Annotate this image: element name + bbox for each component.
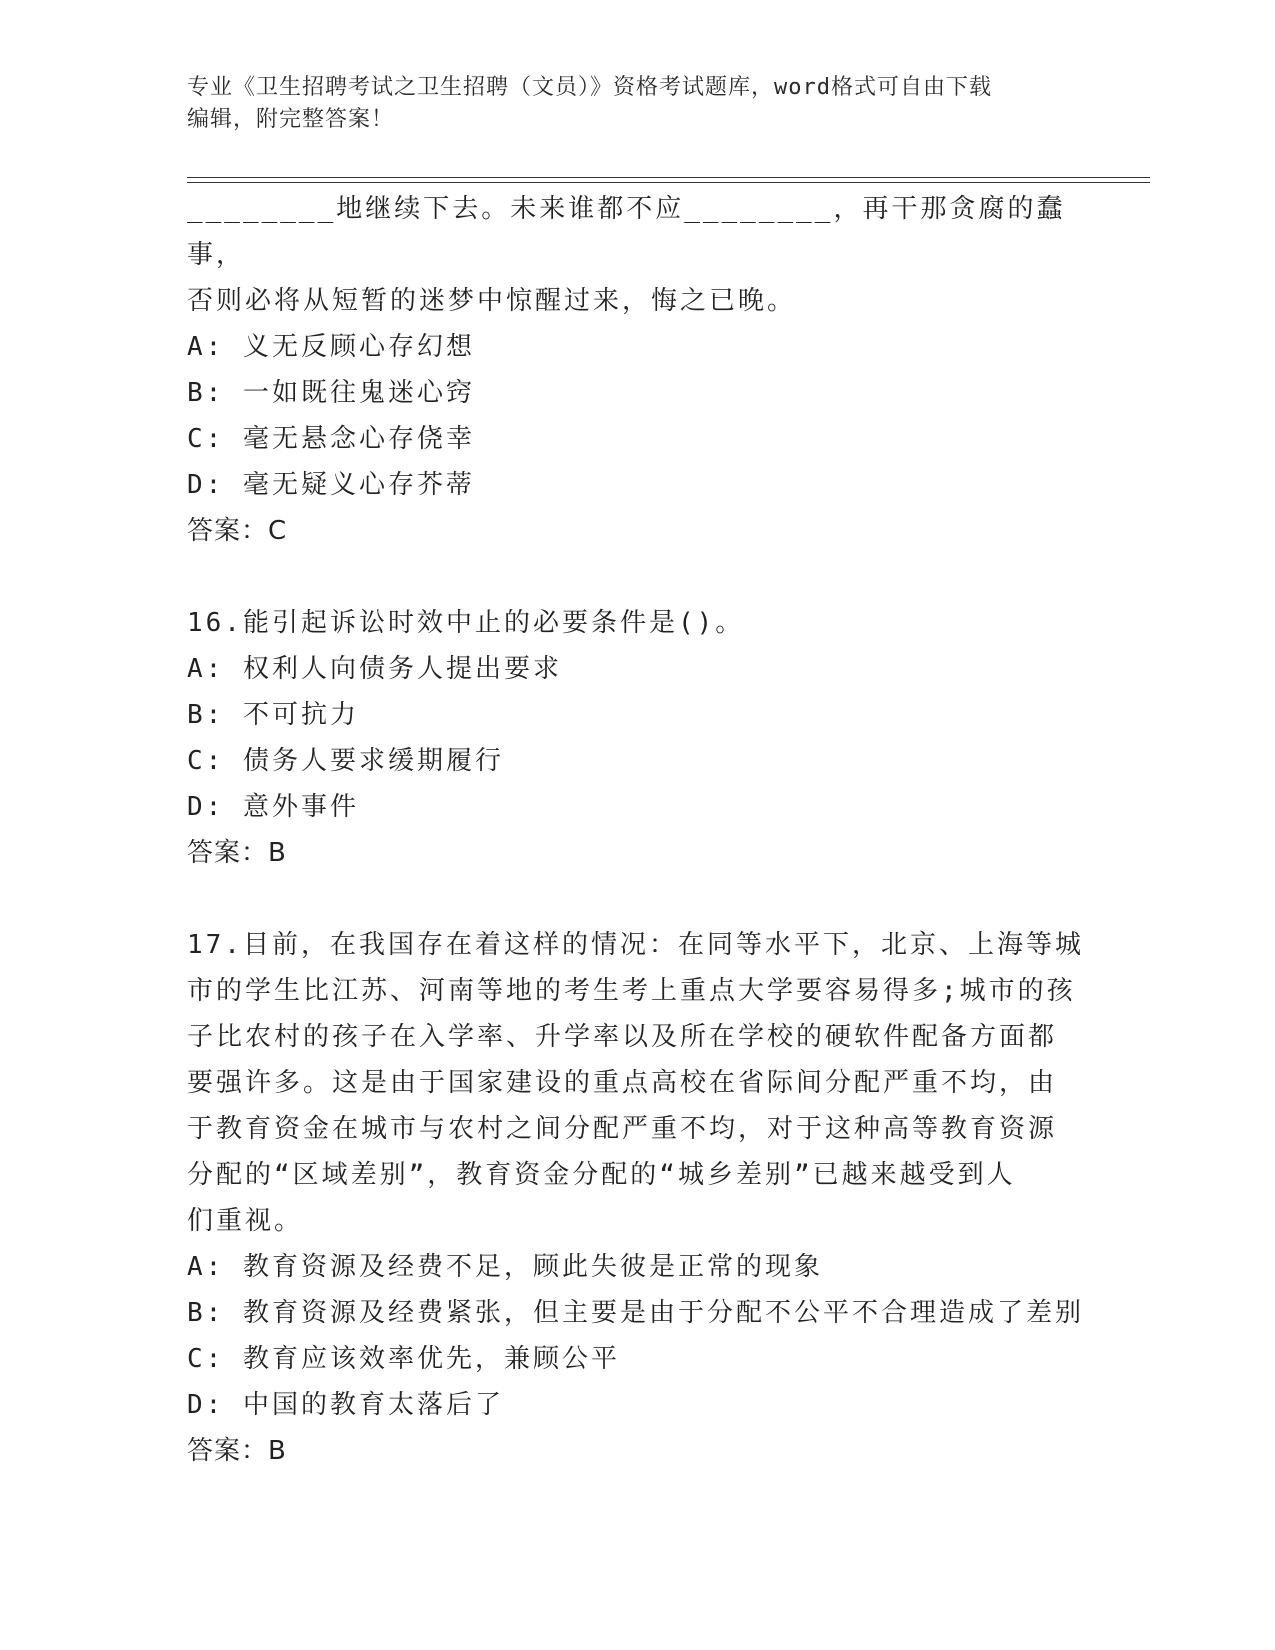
question-title: 16.能引起诉讼时效中止的必要条件是()。 <box>187 608 745 638</box>
question-title-line: 市的学生比江苏、河南等地的考生考上重点大学要容易得多;城市的孩 <box>187 976 1076 1006</box>
option-key: B: <box>187 700 225 730</box>
option-key: D: <box>187 470 225 500</box>
option-key: A: <box>187 1252 225 1282</box>
option-text: 中国的教育太落后了 <box>242 1390 504 1420</box>
question-stem-line: ________地继续下去。未来谁都不应________，再干那贪腐的蠢事， <box>187 194 1066 270</box>
option-key: B: <box>187 378 225 408</box>
option-key: C: <box>187 746 225 776</box>
question-title-line: 17.目前，在我国存在着这样的情况：在同等水平下，北京、上海等城 <box>187 930 1084 960</box>
option-b <box>187 692 1087 738</box>
option-a <box>187 1244 1087 1290</box>
option-a <box>187 646 1087 692</box>
option-text: 教育应该效率优先，兼顾公平 <box>242 1344 620 1374</box>
spacer <box>187 876 1087 922</box>
option-d <box>187 462 1087 508</box>
answer-line: 答案：B <box>187 838 287 868</box>
option-text: 毫无疑义心存芥蒂 <box>242 470 475 500</box>
spacer <box>187 554 1087 600</box>
option-c <box>187 1336 1087 1382</box>
document-header <box>187 72 1067 136</box>
question-16 <box>187 600 1087 876</box>
option-d <box>187 1382 1087 1428</box>
option-text: 债务人要求缓期履行 <box>242 746 504 776</box>
option-key: D: <box>187 792 225 822</box>
option-key: D: <box>187 1390 225 1420</box>
question-stem-line: 否则必将从短暂的迷梦中惊醒过来，悔之已晚。 <box>187 286 797 316</box>
option-c <box>187 738 1087 784</box>
option-key: C: <box>187 424 225 454</box>
option-d <box>187 784 1087 830</box>
option-text: 不可抗力 <box>242 700 359 730</box>
option-key: B: <box>187 1298 225 1328</box>
question-title-line: 分配的“区域差别”，教育资金分配的“城乡差别”已越来越受到人 <box>187 1160 1016 1190</box>
option-text: 教育资源及经费不足，顾此失彼是正常的现象 <box>242 1252 823 1282</box>
option-text: 权利人向债务人提出要求 <box>242 654 562 684</box>
question-17 <box>187 922 1087 1474</box>
option-text: 毫无悬念心存侥幸 <box>242 424 475 454</box>
option-text: 教育资源及经费紧张，但主要是由于分配不公平不合理造成了差别 <box>242 1298 1084 1328</box>
answer-line: 答案：B <box>187 1436 287 1466</box>
option-key: A: <box>187 332 225 362</box>
option-text: 义无反顾心存幻想 <box>242 332 475 362</box>
question-15 <box>187 186 1087 554</box>
answer-line: 答案：C <box>187 516 288 546</box>
header-divider-bottom <box>187 182 1150 183</box>
option-text: 一如既往鬼迷心窍 <box>242 378 475 408</box>
question-title-line: 子比农村的孩子在入学率、升学率以及所在学校的硬软件配备方面都 <box>187 1022 1058 1052</box>
option-b <box>187 1290 1087 1336</box>
header-divider-top <box>187 177 1150 178</box>
option-c <box>187 416 1087 462</box>
header-line-1: 专业《卫生招聘考试之卫生招聘（文员）》资格考试题库，word格式可自由下载 <box>187 75 992 100</box>
question-title-line: 要强许多。这是由于国家建设的重点高校在省际间分配严重不均，由 <box>187 1068 1058 1098</box>
question-title-line: 于教育资金在城市与农村之间分配严重不均，对于这种高等教育资源 <box>187 1114 1058 1144</box>
option-text: 意外事件 <box>242 792 359 822</box>
header-line-2: 编辑，附完整答案！ <box>187 107 395 132</box>
option-key: A: <box>187 654 225 684</box>
option-key: C: <box>187 1344 225 1374</box>
option-b <box>187 370 1087 416</box>
question-title-line: 们重视。 <box>187 1206 304 1236</box>
document-body <box>187 186 1087 1474</box>
option-a <box>187 324 1087 370</box>
